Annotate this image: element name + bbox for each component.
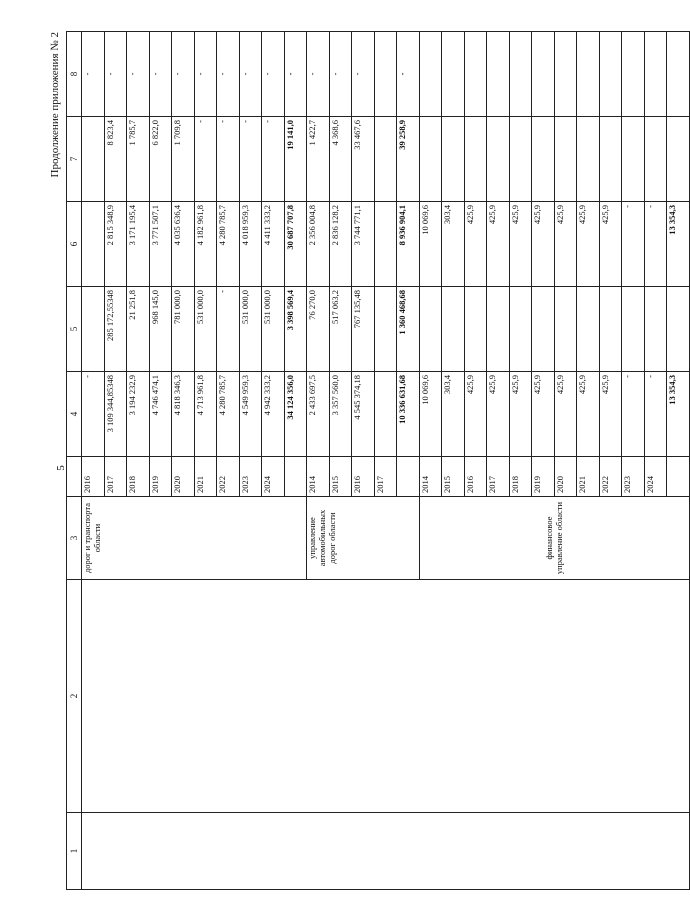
value-c7: - [217, 117, 240, 202]
value-c4: 425,9 [532, 372, 555, 457]
year-cell: 2022 [217, 457, 240, 497]
header-cell: 7 [67, 117, 82, 202]
value-c8: - [194, 32, 217, 117]
header-cell: 5 [67, 287, 82, 372]
header-cell: 4 [67, 372, 82, 457]
value-c6: 425,9 [599, 202, 622, 287]
value-c7: 1 785,7 [127, 117, 150, 202]
value-c4: 4 280 785,7 [217, 372, 240, 457]
value-c4: 4 818 346,3 [172, 372, 195, 457]
year-cell: 2017 [104, 457, 127, 497]
value-c8 [532, 32, 555, 117]
value-c6: 4 018 959,3 [239, 202, 262, 287]
value-c4: 3 357 560,0 [329, 372, 352, 457]
value-c6: 8 936 904,1 [397, 202, 420, 287]
value-c5 [622, 287, 645, 372]
value-c5: 21 251,8 [127, 287, 150, 372]
value-c6: 425,9 [464, 202, 487, 287]
value-c6: - [644, 202, 667, 287]
value-c4: 425,9 [577, 372, 600, 457]
year-cell: 2018 [509, 457, 532, 497]
value-c8 [577, 32, 600, 117]
value-c5: 1 360 468,68 [397, 287, 420, 372]
value-c7 [644, 117, 667, 202]
value-c8: - [352, 32, 375, 117]
value-c5: 3 398 569,4 [284, 287, 307, 372]
value-c8: - [127, 32, 150, 117]
value-c4: 425,9 [554, 372, 577, 457]
executor-name: управление автомобильных дорог области [307, 497, 420, 580]
value-c7 [487, 117, 510, 202]
table-row [82, 32, 105, 890]
value-c6: 2 836 128,2 [329, 202, 352, 287]
value-c5: 968 145,0 [149, 287, 172, 372]
value-c8: - [239, 32, 262, 117]
value-c5: 531 000,0 [194, 287, 217, 372]
value-c8 [622, 32, 645, 117]
value-c8 [487, 32, 510, 117]
value-c4: 13 354,3 [667, 372, 690, 457]
value-c6: - [622, 202, 645, 287]
value-c5 [374, 287, 397, 372]
value-c5 [419, 287, 442, 372]
value-c5 [644, 287, 667, 372]
value-c6: 425,9 [509, 202, 532, 287]
value-c7 [509, 117, 532, 202]
value-c6: 425,9 [532, 202, 555, 287]
value-c7 [374, 117, 397, 202]
value-c7 [554, 117, 577, 202]
value-c8: - [104, 32, 127, 117]
value-c7: 19 141,0 [284, 117, 307, 202]
value-c6: 4 411 333,2 [262, 202, 285, 287]
value-c8 [554, 32, 577, 117]
value-c6: 303,4 [442, 202, 465, 287]
value-c7 [464, 117, 487, 202]
value-c6: 4 182 961,8 [194, 202, 217, 287]
value-c5: 531 000,0 [262, 287, 285, 372]
year-cell: 2019 [149, 457, 172, 497]
value-c5 [667, 287, 690, 372]
value-c4: 3 194 232,9 [127, 372, 150, 457]
value-c4: 2 433 697,5 [307, 372, 330, 457]
year-cell: 2017 [374, 457, 397, 497]
value-c8 [374, 32, 397, 117]
table-body [82, 32, 690, 890]
value-c8: - [172, 32, 195, 117]
value-c4: 4 713 961,8 [194, 372, 217, 457]
value-c5 [599, 287, 622, 372]
value-c7: 33 467,6 [352, 117, 375, 202]
value-c5 [532, 287, 555, 372]
value-c4: - [82, 372, 105, 457]
value-c4: 3 109 344,85348 [104, 372, 127, 457]
value-c4: 4 942 333,2 [262, 372, 285, 457]
year-cell: 2016 [352, 457, 375, 497]
value-c7 [419, 117, 442, 202]
value-c6: 3 171 195,4 [127, 202, 150, 287]
cell-col1 [82, 813, 690, 890]
value-c6: 2 815 348,9 [104, 202, 127, 287]
year-cell: 2016 [82, 457, 105, 497]
cell-col2 [82, 580, 690, 813]
year-cell: 2021 [577, 457, 600, 497]
value-c8 [644, 32, 667, 117]
value-c6: 425,9 [487, 202, 510, 287]
table-wrapper [49, 32, 677, 890]
value-c5 [442, 287, 465, 372]
value-c7: - [194, 117, 217, 202]
year-cell [284, 457, 307, 497]
value-c8: - [329, 32, 352, 117]
value-c8 [442, 32, 465, 117]
value-c6: 4 035 636,4 [172, 202, 195, 287]
year-cell: 2024 [262, 457, 285, 497]
value-c4: 425,9 [487, 372, 510, 457]
value-c4: 10 069,6 [419, 372, 442, 457]
value-c7: 1 422,7 [307, 117, 330, 202]
value-c8: - [307, 32, 330, 117]
year-cell: 2024 [644, 457, 667, 497]
value-c7 [622, 117, 645, 202]
value-c5 [82, 287, 105, 372]
year-cell: 2014 [419, 457, 442, 497]
value-c7: 6 822,0 [149, 117, 172, 202]
value-c6: 30 687 707,8 [284, 202, 307, 287]
value-c5: - [217, 287, 240, 372]
value-c4: 425,9 [599, 372, 622, 457]
year-cell: 2023 [239, 457, 262, 497]
value-c7: 8 823,4 [104, 117, 127, 202]
value-c6: 10 069,6 [419, 202, 442, 287]
value-c8: - [397, 32, 420, 117]
value-c5: 76 270,0 [307, 287, 330, 372]
value-c5 [554, 287, 577, 372]
value-c7: - [239, 117, 262, 202]
value-c8 [419, 32, 442, 117]
value-c5 [509, 287, 532, 372]
value-c8 [599, 32, 622, 117]
header-cell: 1 [67, 813, 82, 890]
year-cell: 2022 [599, 457, 622, 497]
budget-table [66, 31, 690, 890]
page-number: 5 [54, 465, 67, 471]
value-c6 [374, 202, 397, 287]
value-c8: - [82, 32, 105, 117]
value-c4: 4 746 474,1 [149, 372, 172, 457]
value-c6 [82, 202, 105, 287]
year-cell: 2023 [622, 457, 645, 497]
value-c5 [577, 287, 600, 372]
value-c5 [464, 287, 487, 372]
value-c5 [487, 287, 510, 372]
value-c6: 3 771 507,1 [149, 202, 172, 287]
value-c7: 4 368,6 [329, 117, 352, 202]
value-c8 [667, 32, 690, 117]
year-cell: 2018 [127, 457, 150, 497]
value-c4: 10 336 631,68 [397, 372, 420, 457]
appendix-caption: Продолжение приложения № 2 [49, 32, 61, 178]
value-c5: 767 135,48 [352, 287, 375, 372]
value-c7 [532, 117, 555, 202]
value-c4: 4 549 959,3 [239, 372, 262, 457]
value-c4 [374, 372, 397, 457]
year-cell: 2021 [194, 457, 217, 497]
value-c6: 3 744 771,1 [352, 202, 375, 287]
header-cell: 3 [67, 497, 82, 580]
value-c7 [82, 117, 105, 202]
value-c7: 39 258,9 [397, 117, 420, 202]
year-cell: 2020 [554, 457, 577, 497]
value-c5: 285 172,55348 [104, 287, 127, 372]
year-cell: 2017 [487, 457, 510, 497]
year-cell [667, 457, 690, 497]
year-cell: 2016 [464, 457, 487, 497]
year-cell [397, 457, 420, 497]
value-c6: 4 280 785,7 [217, 202, 240, 287]
year-cell: 2015 [329, 457, 352, 497]
value-c7 [577, 117, 600, 202]
value-c4: 4 545 374,18 [352, 372, 375, 457]
value-c5: 781 000,0 [172, 287, 195, 372]
value-c8: - [217, 32, 240, 117]
value-c6: 425,9 [577, 202, 600, 287]
value-c4: 425,9 [464, 372, 487, 457]
value-c7 [599, 117, 622, 202]
header-cell [67, 457, 82, 497]
value-c7 [667, 117, 690, 202]
header-cell: 6 [67, 202, 82, 287]
value-c6: 2 356 004,8 [307, 202, 330, 287]
year-cell: 2015 [442, 457, 465, 497]
year-cell: 2020 [172, 457, 195, 497]
value-c8 [464, 32, 487, 117]
value-c6: 425,9 [554, 202, 577, 287]
value-c4: 303,4 [442, 372, 465, 457]
value-c8: - [262, 32, 285, 117]
value-c4: 34 124 356,0 [284, 372, 307, 457]
value-c5: 517 063,2 [329, 287, 352, 372]
executor-name: финансовое управление области [419, 497, 689, 580]
value-c4: 425,9 [509, 372, 532, 457]
value-c7: 1 709,8 [172, 117, 195, 202]
value-c7: - [262, 117, 285, 202]
value-c7 [442, 117, 465, 202]
value-c6: 13 354,3 [667, 202, 690, 287]
header-cell: 8 [67, 32, 82, 117]
value-c4: - [622, 372, 645, 457]
value-c8 [509, 32, 532, 117]
value-c8: - [284, 32, 307, 117]
year-cell: 2014 [307, 457, 330, 497]
value-c8: - [149, 32, 172, 117]
header-row [67, 32, 82, 890]
header-cell: 2 [67, 580, 82, 813]
value-c5: 531 000,0 [239, 287, 262, 372]
value-c4: - [644, 372, 667, 457]
year-cell: 2019 [532, 457, 555, 497]
executor-name: дорог и транспорта области [82, 497, 307, 580]
